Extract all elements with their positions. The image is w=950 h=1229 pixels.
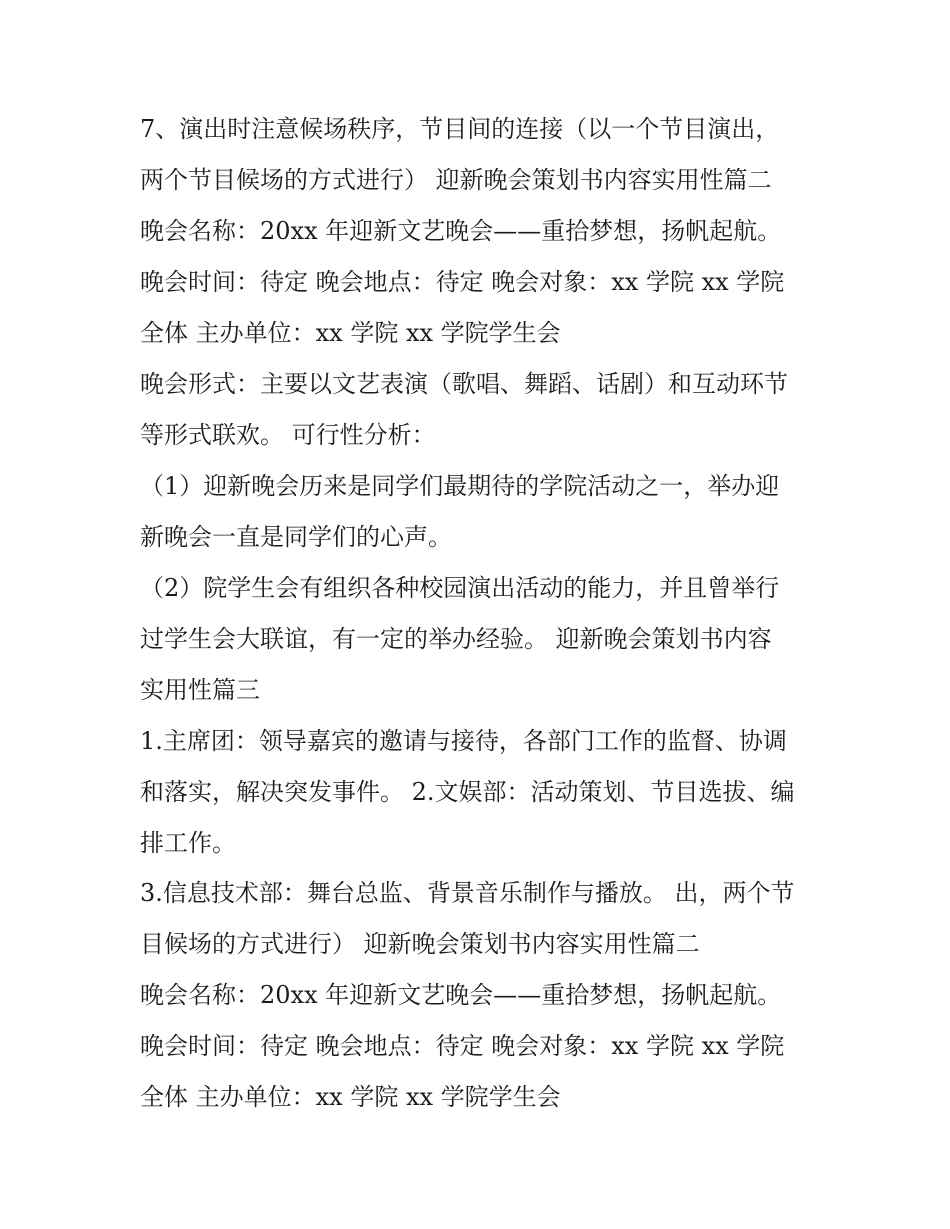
text-line: 新晚会一直是同学们的心声。 [140, 523, 452, 551]
text-line: 晚会时间：待定 晚会地点：待定 晚会对象：xx 学院 xx 学院 [140, 1032, 785, 1060]
text-line: 全体 主办单位：xx 学院 xx 学院学生会 [140, 1083, 561, 1111]
text-line: 等形式联欢。 可行性分析： [140, 421, 436, 449]
text-line: 实用性篇三 [140, 676, 260, 704]
text-line: 晚会名称：20xx 年迎新文艺晚会——重拾梦想，扬帆起航。 [140, 217, 782, 245]
text-line: 全体 主办单位：xx 学院 xx 学院学生会 [140, 319, 561, 347]
text-line: （1）迎新晚会历来是同学们最期待的学院活动之一，举办迎 [140, 472, 780, 500]
text-line: 晚会形式：主要以文艺表演（歌唱、舞蹈、话剧）和互动环节 [140, 370, 788, 398]
text-line: （2）院学生会有组织各种校园演出活动的能力，并且曾举行 [140, 574, 780, 602]
text-line: 过学生会大联谊，有一定的举办经验。 迎新晚会策划书内容 [140, 625, 772, 653]
text-line: 晚会名称：20xx 年迎新文艺晚会——重拾梦想，扬帆起航。 [140, 981, 782, 1009]
text-line: 目候场的方式进行） 迎新晚会策划书内容实用性篇二 [140, 930, 700, 958]
text-line: 两个节目候场的方式进行） 迎新晚会策划书内容实用性篇二 [140, 166, 772, 194]
text-line: 和落实，解决突发事件。 2.文娱部：活动策划、节目选拔、编 [140, 778, 795, 806]
text-line: 1.主席团：领导嘉宾的邀请与接待，各部门工作的监督、协调 [140, 727, 787, 755]
text-line: 排工作。 [140, 829, 236, 857]
text-line: 晚会时间：待定 晚会地点：待定 晚会对象：xx 学院 xx 学院 [140, 268, 785, 296]
text-line: 3.信息技术部：舞台总监、背景音乐制作与播放。 出，两个节 [140, 879, 795, 907]
text-line: 7、演出时注意候场秩序，节目间的连接（以一个节目演出， [140, 115, 780, 143]
